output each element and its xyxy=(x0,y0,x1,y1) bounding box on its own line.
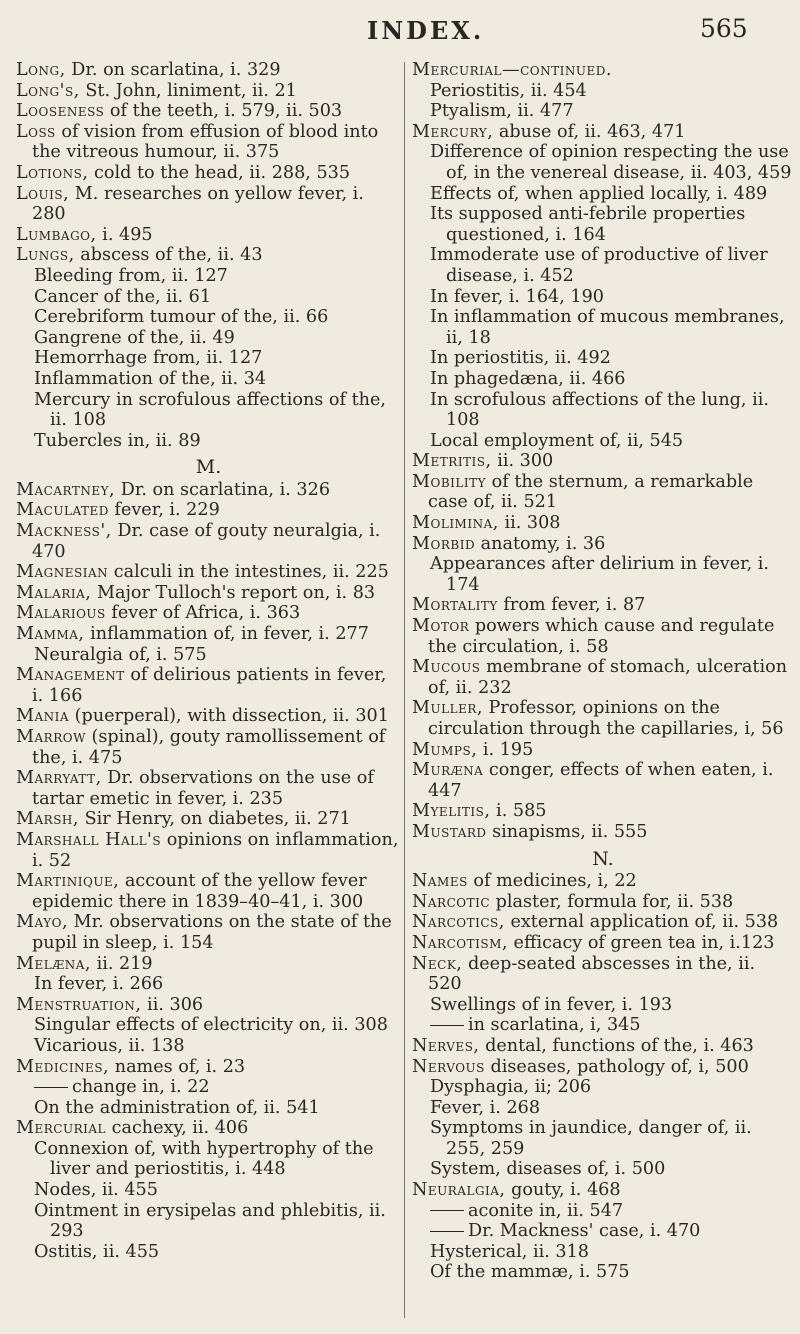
entry-text: dental, functions of the, i. 463 xyxy=(479,1035,754,1056)
entry-text: ii. 219 xyxy=(91,953,153,974)
entry-text: external application of, ii. 538 xyxy=(504,912,779,933)
entry-headword: Macartney, xyxy=(16,479,116,500)
entry-headword: Marshall Hall's xyxy=(16,829,162,850)
entry-text: deep-seated abscesses in the, ii. 520 xyxy=(428,953,756,995)
entry-headword: Malarious xyxy=(16,603,106,624)
index-subentry: Of the mammæ, i. 575 xyxy=(430,1262,630,1283)
index-entry xyxy=(412,871,794,892)
index-subentry: Its supposed anti-febrile properties questioned, i. 164 xyxy=(430,204,746,245)
entry-text: Mr. observations on the state of the pupil in sleep, i. 154 xyxy=(32,912,392,953)
index-entry xyxy=(412,760,794,801)
entry-text: anatomy, i. 36 xyxy=(475,533,606,554)
entry-text: change in, i. 22 xyxy=(72,1077,210,1098)
index-entry xyxy=(16,706,401,727)
index-subentry: Fever, i. 268 xyxy=(430,1097,541,1118)
index-subentry: Difference of opinion respecting the use of, in the venereal disease, ii. 403, 459 xyxy=(430,142,792,183)
index-entry xyxy=(412,595,794,616)
entry-headword: Neuralgia, xyxy=(412,1180,506,1201)
index-entry xyxy=(412,822,794,843)
entry-text: gouty, i. 468 xyxy=(505,1180,621,1201)
index-subentry: Ostitis, ii. 455 xyxy=(34,1241,160,1262)
entry-text: of the teeth, i. 579, ii. 503 xyxy=(104,101,343,122)
entry-text: Sir Henry, on diabetes, ii. 271 xyxy=(79,809,351,830)
index-subentry: Periostitis, ii. 454 xyxy=(430,80,587,101)
index-subentry: Hysterical, ii. 318 xyxy=(430,1241,590,1262)
entry-text: sinapisms, ii. 555 xyxy=(486,821,648,842)
index-entry xyxy=(16,81,401,102)
entry-headword: Maculated xyxy=(16,500,109,521)
entry-headword: Mucous xyxy=(412,657,481,678)
index-subentry: Tubercles in, ii. 89 xyxy=(34,430,201,451)
entry-headword: Long's, xyxy=(16,80,80,101)
entry-headword: Mercurial—continued. xyxy=(412,60,612,80)
index-entry xyxy=(16,562,401,583)
index-entry xyxy=(412,1057,794,1078)
page-number: 565 xyxy=(700,14,748,43)
entry-text: ii. 300 xyxy=(491,451,554,472)
entry-text: M. researches on yellow fever, i. 280 xyxy=(32,183,364,225)
index-entry xyxy=(16,184,401,225)
index-entry xyxy=(16,1118,401,1139)
entry-text: i. 195 xyxy=(477,739,534,760)
index-subentry: In periostitis, ii. 492 xyxy=(430,348,611,369)
entry-text: opinions on inflammation, i. 52 xyxy=(32,829,399,871)
entry-headword: Motor xyxy=(412,616,470,637)
entry-text: of the sternum, a remarkable case of, ii. 521 xyxy=(428,471,754,513)
entry-headword: Loss xyxy=(16,121,56,142)
section-letter: M. xyxy=(195,456,222,479)
index-subentry: In inflammation of mucous membranes, ii, 18 xyxy=(430,307,785,348)
entry-headword: Marryatt, xyxy=(16,768,102,789)
entry-headword: Menstruation, xyxy=(16,994,142,1015)
index-subentry: Cerebriform tumour of the, ii. 66 xyxy=(34,307,329,328)
entry-headword: Medicines, xyxy=(16,1056,110,1077)
index-entry xyxy=(16,60,401,81)
index-subentry: Inflammation of the, ii. 34 xyxy=(34,368,267,389)
index-entry xyxy=(412,740,794,761)
index-subentry: Singular effects of electricity on, ii. 308 xyxy=(34,1015,388,1036)
entry-text: ii. 308 xyxy=(498,513,561,534)
index-entry xyxy=(16,101,401,122)
entry-headword: Mumps, xyxy=(412,739,478,760)
index-subentry xyxy=(412,1201,794,1222)
entry-headword: Molimina, xyxy=(412,513,499,534)
index-entry xyxy=(412,698,794,739)
index-entry xyxy=(412,954,794,995)
entry-text: calculi in the intestines, ii. 225 xyxy=(108,562,389,583)
entry-text: St. John, liniment, ii. 21 xyxy=(79,80,297,101)
index-entry xyxy=(16,122,401,163)
entry-headword: Myelitis, xyxy=(412,801,491,822)
entry-headword: Louis, xyxy=(16,183,70,204)
entry-text: i. 495 xyxy=(96,224,153,245)
index-entry xyxy=(16,245,401,266)
ditto-dash xyxy=(430,1231,464,1232)
entry-text: inflammation of, in fever, i. 277 xyxy=(84,624,369,645)
entry-headword: Lungs, xyxy=(16,245,75,266)
index-entry xyxy=(412,513,794,534)
index-entry xyxy=(16,912,401,953)
entry-text: efficacy of green tea in, i.123 xyxy=(507,932,775,953)
entry-text: of medicines, i, 22 xyxy=(467,871,637,892)
entry-headword: Mercury, xyxy=(412,121,494,142)
entry-headword: Morbid xyxy=(412,533,476,554)
entry-text: diseases, pathology of, i, 500 xyxy=(484,1056,749,1077)
index-subentry: In fever, i. 266 xyxy=(34,974,164,995)
entry-text: ii. 306 xyxy=(141,994,204,1015)
index-subentry: Mercury in scrofulous affections of the, ii. 108 xyxy=(34,389,387,431)
section-letter: N. xyxy=(592,847,614,870)
entry-text: aconite in, ii. 547 xyxy=(468,1200,624,1221)
index-entry xyxy=(16,480,401,501)
index-entry xyxy=(16,583,401,604)
entry-headword: Mamma, xyxy=(16,624,85,645)
entry-text: (spinal), gouty ramollissement of the, i. 475 xyxy=(32,727,386,768)
index-subentry xyxy=(412,1015,794,1036)
entry-headword: Muræna xyxy=(412,760,484,781)
index-subentry: Ointment in erysipelas and phlebitis, ii. 293 xyxy=(34,1200,386,1242)
index-entry xyxy=(16,995,401,1016)
entry-headword: Mustard xyxy=(412,821,487,842)
index-entry xyxy=(412,534,794,555)
entry-text: Dr. observations on the use of tartar emetic in fever, i. 235 xyxy=(32,768,374,809)
index-entry xyxy=(16,603,401,624)
entry-headword: Melæna, xyxy=(16,953,92,974)
entry-headword: Management xyxy=(16,665,125,686)
index-entry xyxy=(16,727,401,768)
entry-text: in scarlatina, i, 345 xyxy=(468,1015,641,1036)
index-entry xyxy=(16,1057,401,1078)
index-subentry: Dysphagia, ii; 206 xyxy=(430,1077,592,1098)
index-subentry: Gangrene of the, ii. 49 xyxy=(34,327,235,348)
index-subentry: In fever, i. 164, 190 xyxy=(430,286,604,307)
entry-headword: Narcotism, xyxy=(412,932,508,953)
index-entry xyxy=(412,912,794,933)
index-subentry: Hemorrhage from, ii. 127 xyxy=(34,348,263,369)
index-entry xyxy=(412,933,794,954)
entry-headword: Magnesian xyxy=(16,562,109,583)
entry-text: of vision from effusion of blood into the vitreous humour, ii. 375 xyxy=(32,121,379,163)
entry-text: (puerperal), with dissection, ii. 301 xyxy=(69,706,389,727)
entry-text: of delirious patients in fever, i. 166 xyxy=(32,665,387,706)
index-entry xyxy=(16,500,401,521)
entry-text: conger, effects of when eaten, i. 447 xyxy=(428,760,774,801)
entry-text: fever of Africa, i. 363 xyxy=(105,603,301,624)
left-column xyxy=(16,60,401,1262)
entry-headword: Lumbago, xyxy=(16,224,97,245)
index-entry xyxy=(16,225,401,246)
index-subentry: On the administration of, ii. 541 xyxy=(34,1097,320,1118)
index-entry xyxy=(412,616,794,657)
entry-headword: Nervous xyxy=(412,1056,485,1077)
entry-headword: Mackness', xyxy=(16,521,112,542)
entry-headword: Long, xyxy=(16,60,66,80)
entry-text: plaster, formula for, ii. 538 xyxy=(490,891,734,912)
entry-headword: Narcotic xyxy=(412,891,491,912)
entry-text: abscess of the, ii. 43 xyxy=(74,245,263,266)
index-entry xyxy=(412,657,794,698)
entry-text: Professor, opinions on the circulation through the capillaries, i, 56 xyxy=(428,698,784,739)
entry-headword: Names xyxy=(412,871,468,892)
entry-headword: Narcotics, xyxy=(412,912,505,933)
index-entry xyxy=(16,163,401,184)
index-subentry: Effects of, when applied locally, i. 489 xyxy=(430,183,768,204)
index-entry xyxy=(412,892,794,913)
entry-text: cold to the head, ii. 288, 535 xyxy=(88,162,351,183)
entry-text: cachexy, ii. 406 xyxy=(106,1118,249,1139)
index-entry xyxy=(412,472,794,513)
index-title: INDEX. xyxy=(367,16,485,45)
index-entry xyxy=(412,122,794,143)
index-subentry: In scrofulous affections of the lung, ii. 108 xyxy=(430,389,769,431)
index-subentry: Nodes, ii. 455 xyxy=(34,1180,158,1201)
column-divider xyxy=(404,62,405,1318)
index-subentry: Cancer of the, ii. 61 xyxy=(34,286,212,307)
index-subentry: Ptyalism, ii. 477 xyxy=(430,101,574,122)
index-subentry: Neuralgia of, i. 575 xyxy=(34,644,207,665)
index-subentry: System, diseases of, i. 500 xyxy=(430,1159,666,1180)
entry-headword: Mortality xyxy=(412,595,498,616)
index-entry xyxy=(412,451,794,472)
index-entry xyxy=(16,871,401,912)
index-entry xyxy=(16,521,401,562)
entry-headword: Mercurial xyxy=(16,1118,107,1139)
index-subentry xyxy=(412,1221,794,1242)
entry-text: account of the yellow fever epidemic there in 1839–40–41, i. 300 xyxy=(32,871,367,912)
ditto-dash xyxy=(430,1210,464,1211)
page-header xyxy=(0,14,800,44)
index-subentry: Local employment of, ii, 545 xyxy=(430,430,684,451)
entry-text: Dr. on scarlatina, i. 329 xyxy=(65,60,281,80)
ditto-dash xyxy=(430,1025,464,1026)
entry-headword: Mayo, xyxy=(16,912,69,933)
entry-headword: Malaria, xyxy=(16,582,92,603)
index-subentry: Bleeding from, ii. 127 xyxy=(34,265,228,286)
entry-text: Dr. on scarlatina, i. 326 xyxy=(115,479,331,500)
index-subentry: Vicarious, ii. 138 xyxy=(34,1035,185,1056)
entry-text: names of, i. 23 xyxy=(109,1056,246,1077)
entry-text: membrane of stomach, ulceration of, ii. 232 xyxy=(428,657,788,698)
entry-headword: Muller, xyxy=(412,698,483,719)
index-entry xyxy=(412,801,794,822)
entry-text: from fever, i. 87 xyxy=(497,595,646,616)
index-subentry: Connexion of, with hypertrophy of the liver and periostitis, i. 448 xyxy=(34,1138,374,1180)
index-entry xyxy=(412,60,794,81)
index-entry xyxy=(16,624,401,645)
entry-text: powers which cause and regulate the circulation, i. 58 xyxy=(428,616,775,657)
entry-text: fever, i. 229 xyxy=(108,500,220,521)
entry-headword: Lotions, xyxy=(16,162,89,183)
entry-headword: Mania xyxy=(16,706,70,727)
entry-headword: Looseness xyxy=(16,101,105,122)
index-subentry: Symptoms in jaundice, danger of, ii. 255, 259 xyxy=(430,1118,752,1159)
entry-headword: Nerves, xyxy=(412,1035,480,1056)
entry-headword: Mobility xyxy=(412,471,487,492)
index-entry xyxy=(412,1036,794,1057)
index-entry xyxy=(16,954,401,975)
index-subentry: Immoderate use of productive of liver disease, i. 452 xyxy=(430,245,768,286)
entry-headword: Martinique, xyxy=(16,871,120,892)
entry-headword: Marrow xyxy=(16,727,86,747)
entry-headword: Marsh, xyxy=(16,809,79,830)
index-entry xyxy=(16,665,401,706)
entry-text: Major Tulloch's report on, i. 83 xyxy=(91,582,376,603)
right-column xyxy=(412,60,794,1283)
entry-text: Dr. case of gouty neuralgia, i. 470 xyxy=(32,521,381,562)
ditto-dash xyxy=(34,1087,68,1088)
entry-headword: Neck, xyxy=(412,953,463,974)
index-subentry xyxy=(16,1077,401,1098)
entry-headword: Metritis, xyxy=(412,451,492,472)
index-entry xyxy=(412,1180,794,1201)
entry-text: Dr. Mackness' case, i. 470 xyxy=(468,1221,701,1242)
entry-text: i. 585 xyxy=(490,801,547,822)
index-entry xyxy=(16,830,401,871)
index-entry xyxy=(16,768,401,809)
index-entry xyxy=(16,809,401,830)
index-subentry: In phagedæna, ii. 466 xyxy=(430,368,626,389)
index-subentry: Swellings of in fever, i. 193 xyxy=(430,994,673,1015)
entry-text: abuse of, ii. 463, 471 xyxy=(493,121,686,142)
index-subentry: Appearances after delirium in fever, i. 174 xyxy=(430,554,770,595)
